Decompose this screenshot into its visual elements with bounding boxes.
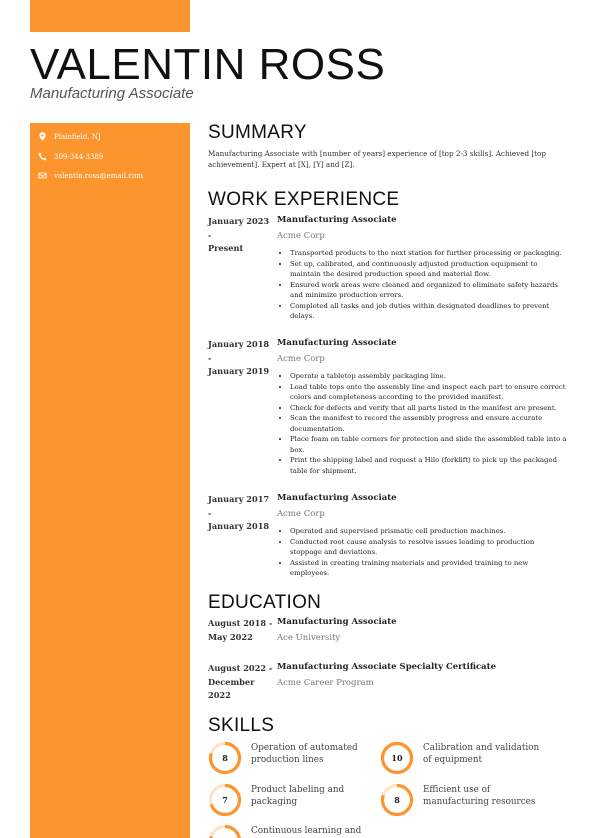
skill-name: Operation of automated production lines xyxy=(251,743,358,765)
skill-name: Product labeling and packaging xyxy=(251,785,345,807)
summary-text: Manufacturing Associate with [number of years] experience of [top 2-3 skills]. Achieved [top achievement]. Expert at [X], [Y] and [Z]. xyxy=(208,149,546,169)
skill-level-ring xyxy=(380,741,414,775)
candidate-name: VALENTIN ROSS xyxy=(30,40,386,89)
job-role: Manufacturing Associate xyxy=(277,338,397,348)
date-end: May 2022 xyxy=(208,631,253,642)
entry-date xyxy=(208,493,274,534)
entry-date xyxy=(208,215,274,256)
school-name: Acme Career Program xyxy=(277,678,374,688)
achievement-list xyxy=(290,371,568,476)
list-item: • Transported products to the next station for further processing or packaging. xyxy=(290,248,568,259)
list-item: • Load table tops onto the assembly line and inspect each part to ensure correct colors and completeness according to the provided manifest. xyxy=(290,382,568,403)
company-name: Acme Corp xyxy=(277,231,325,241)
date-start: January 2017 - xyxy=(208,494,270,518)
skill-name: Efficient use of manufacturing resources xyxy=(423,785,536,807)
skill-level-number: 8 xyxy=(394,795,400,805)
entry-date xyxy=(208,662,278,703)
skill-item xyxy=(380,783,543,817)
list-item: • Operate a tabletop assembly packaging line. xyxy=(290,371,568,382)
list-item: • Conducted root cause analysis to resolve issues leading to production stoppage and deviations. xyxy=(290,537,568,558)
skill-level-ring xyxy=(208,741,242,775)
skill-item xyxy=(208,741,371,775)
list-item: • Scan the manifest to record the assembly progress and ensure accurate documentation. xyxy=(290,413,568,434)
list-item: • Set up, calibrated, and continuously adjusted production equipment to maintain the desired production speed and material flow. xyxy=(290,259,568,280)
skill-level-number: 10 xyxy=(391,753,403,763)
experience-heading: WORK EXPERIENCE xyxy=(208,189,400,210)
email-text[interactable]: valentin.ross@email.com xyxy=(54,171,143,180)
achievement-list xyxy=(290,248,568,322)
skill-item xyxy=(208,783,371,817)
date-end: December 2022 xyxy=(208,676,255,700)
degree-name: Manufacturing Associate Specialty Certificate xyxy=(277,662,497,672)
entry-date xyxy=(208,338,274,379)
date-start: January 2018 - xyxy=(208,339,270,363)
date-end: January 2019 xyxy=(208,366,270,376)
list-item: • Print the shipping label and request a Hilo (forklift) to pick up the packaged table for shipment. xyxy=(290,455,568,476)
date-start: August 2022 - xyxy=(208,663,273,673)
sidebar-top-accent xyxy=(30,0,190,32)
company-name: Acme Corp xyxy=(277,509,325,519)
date-end: Present xyxy=(208,243,244,253)
list-item: • Ensured work areas were cleaned and organized to eliminate safety hazards and minimize production errors. xyxy=(290,280,568,301)
summary-heading: SUMMARY xyxy=(208,122,307,143)
contact-location xyxy=(38,132,101,141)
degree-name: Manufacturing Associate xyxy=(277,617,397,627)
envelope-icon xyxy=(38,171,47,180)
skill-level-number xyxy=(208,824,242,838)
skills-heading: SKILLS xyxy=(208,715,275,736)
list-item: • Place foam on table corners for protection and slide the assembled table into a box. xyxy=(290,434,568,455)
job-role: Manufacturing Associate xyxy=(277,215,397,225)
phone-text[interactable]: 309-344-3389 xyxy=(54,152,104,161)
list-item: • Assisted in creating training materials and provided training to new employees. xyxy=(290,558,568,579)
achievement-list xyxy=(290,526,568,579)
skill-item xyxy=(380,741,543,775)
skill-name: Continuous learning and xyxy=(251,826,362,836)
skill-level-ring xyxy=(208,783,242,817)
list-item: • Completed all tasks and job duties within designated deadlines to prevent delays. xyxy=(290,301,568,322)
skill-level-ring xyxy=(208,824,242,838)
contact-email xyxy=(38,171,143,180)
skill-level-ring xyxy=(380,783,414,817)
date-start: August 2018 - xyxy=(208,618,273,628)
candidate-title: Manufacturing Associate xyxy=(30,85,194,102)
job-role: Manufacturing Associate xyxy=(277,493,397,503)
company-name: Acme Corp xyxy=(277,354,325,364)
skill-name: Calibration and validation of equipment xyxy=(423,743,540,765)
location-pin-icon xyxy=(38,132,47,141)
school-name: Ace University xyxy=(277,633,341,643)
entry-date xyxy=(208,617,274,644)
skill-item xyxy=(208,824,371,838)
skill-level-number: 7 xyxy=(222,795,228,805)
education-heading: EDUCATION xyxy=(208,592,322,613)
location-text: Plainfield, NJ xyxy=(54,132,101,141)
sidebar xyxy=(30,123,190,838)
contact-phone xyxy=(38,152,103,161)
date-start: January 2023 - xyxy=(208,216,270,240)
date-end: January 2018 xyxy=(208,521,270,531)
list-item: • Operated and supervised prismatic cell production machines. xyxy=(290,526,568,537)
skill-level-number: 8 xyxy=(222,753,228,763)
phone-icon xyxy=(38,152,47,161)
list-item: • Check for defects and verify that all parts listed in the manifest are present. xyxy=(290,403,568,414)
